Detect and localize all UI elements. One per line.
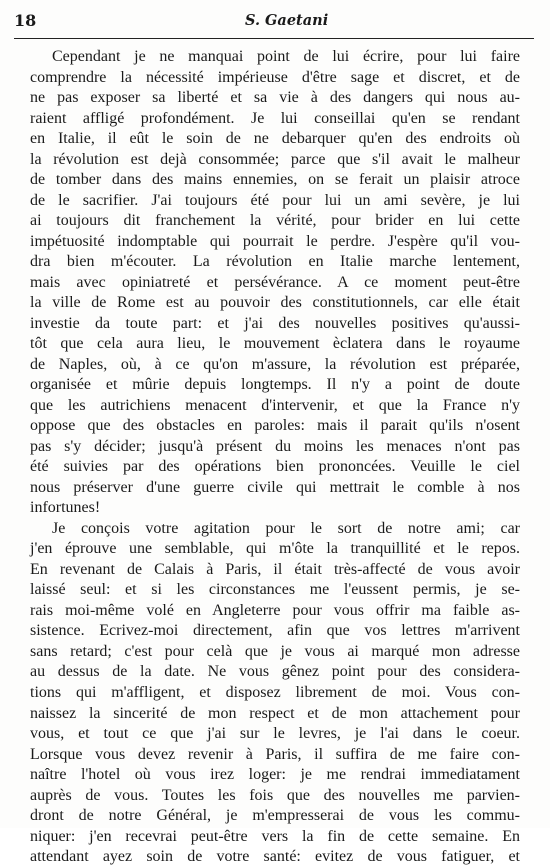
text-line: auprès de vous. Toutes les fois que des nouvelles me parvien- — [30, 786, 520, 804]
text-line: été suivies par des opérations bien prononcées. Veuille le ciel — [30, 458, 520, 476]
text-line: niquer: j'en recevrai peut-être vers la fin de cette semaine. En — [30, 827, 520, 845]
text-line: oppose que des obstacles en paroles: mais il parait qu'ils n'osent — [30, 417, 520, 435]
text-line: mais avec opiniatreté et persévérance. A ce moment peut-être — [30, 273, 520, 291]
text-line: la révolution est dejà consommée; parce que s'il avait le malheur — [30, 150, 520, 168]
text-line: En revenant de Calais à Paris, il était très-affecté de vous avoir — [30, 560, 520, 578]
text-line: investie da toute part: et j'ai des nouvelles positives qu'aussi- — [30, 314, 520, 332]
running-title: S. Gaetani — [245, 12, 329, 29]
text-line: attendant ayez soin de votre santé: evitez de vous fatiguer, et — [30, 848, 520, 866]
text-line: organisée et mûrie depuis longtemps. Il n'y a point de doute — [30, 376, 520, 394]
text-line: vous, et tout ce que j'ai sur le levres, je l'ai dans le coeur. — [30, 725, 520, 743]
text-line: que les autrichiens menacent d'intervenir, et que la France n'y — [30, 396, 520, 414]
text-line: la ville de Rome est au pouvoir des constitutionnels, car elle était — [30, 294, 520, 312]
text-line: de le sacrifier. J'ai toujours été pour lui un ami sevère, je lui — [30, 191, 520, 209]
text-line: dra bien m'écouter. La révolution en Italie marche lentement, — [30, 253, 520, 271]
page-number: 18 — [14, 11, 37, 30]
text-line: ne pas exposer sa liberté et sa vie à des dangers qui nous au- — [30, 89, 520, 107]
text-line: en Italie, il eût le soin de ne debarquer qu'en des endroits où — [30, 130, 520, 148]
text-line: au dessus de la date. Ne vous gênez point pour des considera- — [30, 663, 520, 681]
text-line: de Naples, où, à ce qu'on m'assure, la révolution est préparée, — [30, 355, 520, 373]
text-line: pas s'y décider; jusqu'à présent du moins les menaces n'ont pas — [30, 437, 520, 455]
text-line: comprendre la nécessité impérieuse d'être sage et discret, et de — [30, 68, 520, 86]
text-line: laissé seul: et si les circonstances me l'eussent permis, je se- — [30, 581, 520, 599]
text-line: sans retard; c'est pour celà que je vous ai marqué mon adresse — [30, 642, 520, 660]
text-line: j'en éprouve une semblable, qui m'ôte la tranquillité et le repos. — [30, 540, 520, 558]
text-line: Lorsque vous devez revenir à Paris, il suffira de me faire con- — [30, 745, 520, 763]
text-line: dront de notre Général, je m'empresserai de vous les commu- — [30, 807, 520, 825]
page-header — [14, 11, 532, 37]
text-line: rais moi-même volé en Angleterre pour vous offrir ma faible as- — [30, 601, 520, 619]
text-line: raient affligé profondément. Je lui conseillai qu'en se rendant — [30, 109, 520, 127]
text-line: infortunes! — [30, 499, 101, 517]
text-line: sistence. Ecrivez-moi directement, afin que vos lettres m'arrivent — [30, 622, 520, 640]
text-line: naissez la sincerité de mon respect et de mon attachement pour — [30, 704, 520, 722]
text-line: ai toujours dit franchement la vérité, pour brider en lui cette — [30, 212, 520, 230]
text-line: Cependant je ne manquai point de lui écrire, pour lui faire — [52, 48, 520, 65]
body-text — [30, 47, 520, 868]
text-line: Je conçois votre agitation pour le sort de notre ami; car — [52, 519, 520, 537]
text-line: nous préserver d'une guerre civile qui mettrait le comble à nos — [30, 478, 520, 496]
text-line: de tomber dans des mains ennemies, on se ferait un plaisir atroce — [30, 171, 520, 189]
text-line: tions qui m'affligent, et disposez librement de moi. Vous con- — [30, 683, 520, 701]
text-line: impétuosité indomptable qui pourrait le perdre. J'espère qu'il vou- — [30, 232, 520, 250]
text-line: tôt que cela aura lieu, le mouvement èclatera dans le royaume — [30, 335, 520, 353]
header-rule — [14, 38, 534, 39]
text-line: naître l'hotel où vous irez loger: je me rendrai immediatament — [30, 766, 520, 784]
